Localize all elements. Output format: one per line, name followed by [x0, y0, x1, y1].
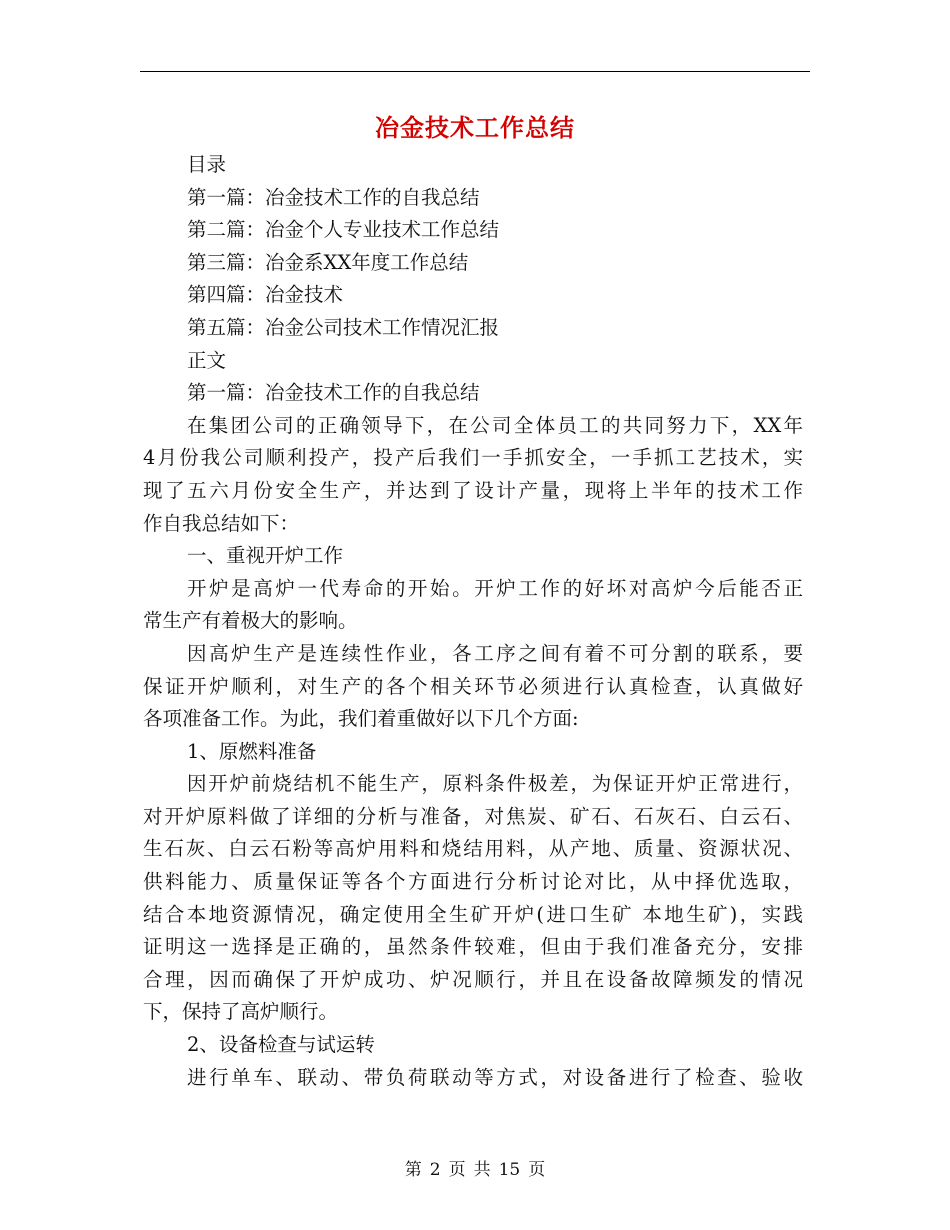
document-body: [143, 149, 803, 1094]
body-line: 开炉是高炉一代寿命的开始。开炉工作的好坏对高炉今后能否正: [187, 576, 803, 600]
page-footer: [0, 1155, 950, 1180]
body-line: 在集团公司的正确领导下，在公司全体员工的共同努力下，XX年: [187, 413, 803, 437]
total-unit: 页: [528, 1160, 546, 1180]
body-line: 目录: [187, 153, 227, 176]
body-line: 结合本地资源情况，确定使用全生矿开炉(进口生矿 本地生矿)，实践: [143, 902, 803, 926]
body-line: 因开炉前烧结机不能生产，原料条件极差，为保证开炉正常进行，: [187, 772, 803, 796]
body-line: 保证开炉顺利，对生产的各个相关环节必须进行认真检查，认真做好: [143, 674, 803, 698]
body-line: 下，保持了高炉顺行。: [143, 1000, 339, 1024]
body-line: 2、设备检查与试运转: [187, 1033, 375, 1057]
total-label: 共: [473, 1160, 491, 1180]
body-line: 因高炉生产是连续性作业，各工序之间有着不可分割的联系，要: [187, 641, 803, 665]
body-line: 第五篇：冶金公司技术工作情况汇报: [187, 315, 500, 339]
body-line: 正文: [187, 348, 227, 372]
header-rule: [140, 71, 810, 72]
body-line: 一、重视开炉工作: [187, 544, 344, 568]
body-line: 第二篇：冶金个人专业技术工作总结: [187, 218, 500, 242]
body-line: 对开炉原料做了详细的分析与准备，对焦炭、矿石、石灰石、白云石、: [143, 804, 803, 828]
body-line: 证明这一选择是正确的，虽然条件较难，但由于我们准备充分，安排: [143, 935, 803, 959]
body-line: 供料能力、质量保证等各个方面进行分析讨论对比，从中择优选取，: [143, 870, 803, 894]
body-line: 第四篇：冶金技术: [187, 283, 344, 307]
body-line: 进行单车、联动、带负荷联动等方式，对设备进行了检查、验收: [187, 1065, 803, 1089]
body-line: 第一篇：冶金技术工作的自我总结: [187, 381, 480, 405]
body-line: 生石灰、白云石粉等高炉用料和烧结用料，从产地、质量、资源状况、: [143, 837, 803, 861]
page-label: 第: [404, 1160, 422, 1180]
page-number: 2: [429, 1160, 441, 1180]
document-title: 冶金技术工作总结: [375, 113, 575, 142]
body-line: 1、原燃料准备: [187, 739, 317, 763]
body-line: 常生产有着极大的影响。: [143, 609, 358, 633]
body-line: 现了五六月份安全生产，并达到了设计产量，现将上半年的技术工作: [143, 478, 803, 502]
total-pages: 15: [498, 1160, 521, 1180]
body-line: 第一篇：冶金技术工作的自我总结: [187, 185, 480, 209]
body-line: 合理，因而确保了开炉成功、炉况顺行，并且在设备故障频发的情况: [143, 967, 803, 991]
body-line: 4月份我公司顺利投产，投产后我们一手抓安全，一手抓工艺技术，实: [143, 446, 803, 470]
body-line: 各项准备工作。为此，我们着重做好以下几个方面:: [143, 707, 579, 731]
body-line: 作自我总结如下：: [143, 511, 300, 535]
body-line: 第三篇：冶金系XX年度工作总结: [187, 250, 469, 274]
page-unit: 页: [448, 1160, 466, 1180]
